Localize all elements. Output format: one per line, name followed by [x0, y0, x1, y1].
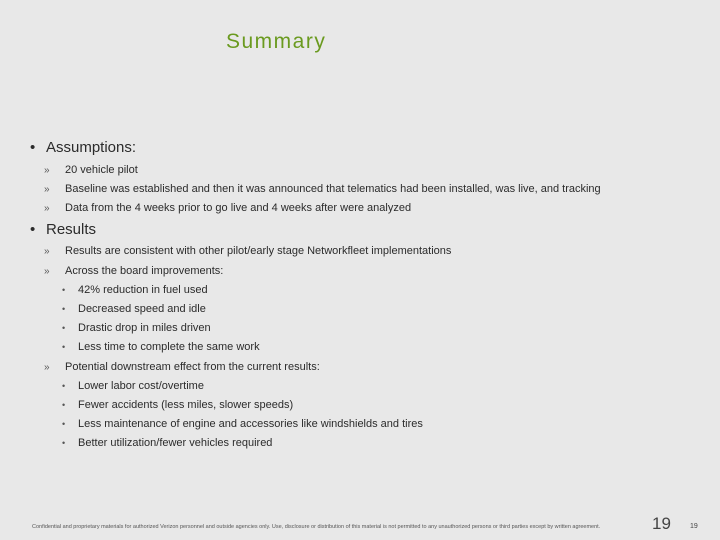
page-number: 19 — [652, 514, 671, 533]
sub-list-item-text: Fewer accidents (less miles, slower speeds) — [78, 399, 294, 411]
list-item — [44, 164, 138, 176]
chevron-icon: » — [44, 184, 50, 195]
bullet-icon: • — [30, 139, 36, 156]
list-item-text: Potential downstream effect from the current results: — [65, 361, 320, 373]
bullet-icon: • — [62, 304, 66, 314]
bullet-icon: • — [62, 419, 66, 429]
chevron-icon: » — [44, 203, 50, 214]
list-item — [44, 265, 223, 277]
bullet-icon: • — [62, 381, 66, 391]
list-item-text: Across the board improvements: — [65, 265, 224, 277]
sub-list-item — [62, 418, 423, 430]
sub-list-item — [62, 399, 293, 411]
list-item-text: Data from the 4 weeks prior to go live and 4 weeks after were analyzed — [65, 202, 412, 214]
list-item-text: Results are consistent with other pilot/early stage Networkfleet implementations — [65, 245, 452, 257]
sub-list-item — [62, 322, 211, 334]
section-heading-text: Results — [46, 221, 97, 238]
section-assumptions-heading — [30, 139, 136, 156]
slide-title: Summary — [226, 30, 327, 53]
bullet-icon: • — [62, 400, 66, 410]
bullet-icon: • — [62, 342, 66, 352]
sub-list-item — [62, 437, 272, 449]
sub-list-item-text: Drastic drop in miles driven — [78, 322, 211, 334]
list-item — [44, 361, 320, 373]
chevron-icon: » — [44, 165, 50, 176]
sub-list-item — [62, 341, 260, 353]
chevron-icon: » — [44, 246, 50, 257]
sub-list-item-text: Less maintenance of engine and accessories like windshields and tires — [78, 418, 423, 430]
chevron-icon: » — [44, 362, 50, 373]
bullet-icon: • — [62, 438, 66, 448]
sub-list-item-text: 42% reduction in fuel used — [78, 284, 208, 296]
sub-list-item-text: Less time to complete the same work — [78, 341, 260, 353]
chevron-icon: » — [44, 266, 50, 277]
sub-list-item — [62, 284, 208, 296]
bullet-icon: • — [62, 285, 66, 295]
sub-list-item — [62, 380, 204, 392]
sub-list-item-text: Lower labor cost/overtime — [78, 380, 204, 392]
footer-disclaimer: Confidential and proprietary materials for authorized Verizon personnel and outside agencies only. Use, disclosure or distribution of this material is not permitted to any unauthorized persons or third parties except by written agreement. — [32, 524, 601, 530]
list-item — [44, 245, 451, 257]
list-item — [44, 202, 411, 214]
list-item-text: Baseline was established and then it was announced that telematics had been installed, was live, and tracking — [65, 183, 601, 195]
list-item-text: 20 vehicle pilot — [65, 164, 138, 176]
sub-list-item — [62, 303, 206, 315]
section-heading-text: Assumptions: — [46, 139, 137, 156]
bullet-icon: • — [62, 323, 66, 333]
bullet-icon: • — [30, 221, 36, 238]
page-number-small: 19 — [690, 523, 698, 530]
list-item — [44, 183, 601, 195]
sub-list-item-text: Decreased speed and idle — [78, 303, 206, 315]
sub-list-item-text: Better utilization/fewer vehicles required — [78, 437, 273, 449]
section-results-heading — [30, 221, 96, 238]
